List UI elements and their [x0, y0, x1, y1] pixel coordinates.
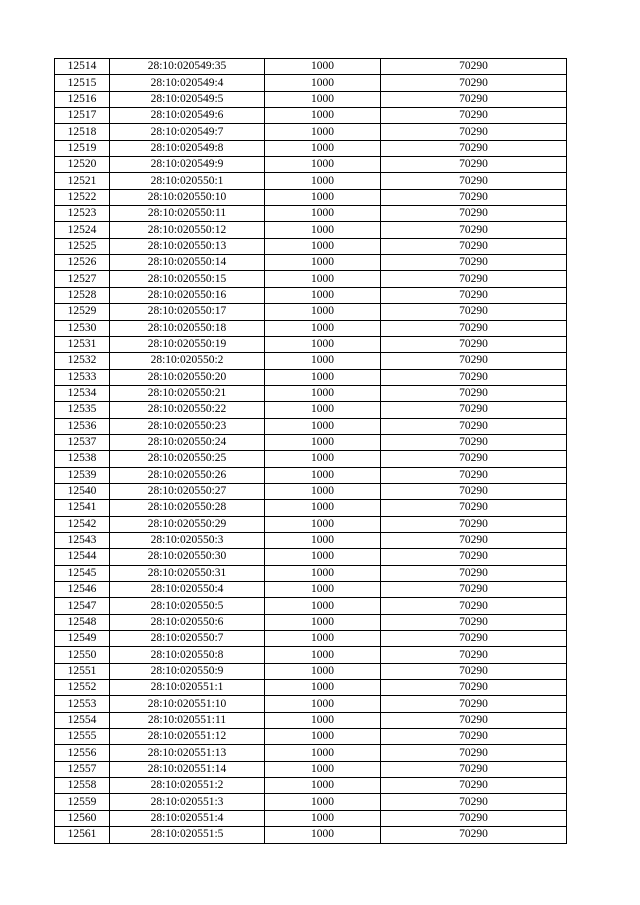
area-cell: 1000: [265, 712, 381, 728]
table-row: [55, 483, 567, 499]
area-cell: 1000: [265, 598, 381, 614]
row-number-cell: 12528: [55, 287, 110, 303]
table-row: [55, 124, 567, 140]
cadastral-number-cell: 28:10:020551:11: [110, 712, 265, 728]
value-cell: 70290: [381, 598, 567, 614]
area-cell: 1000: [265, 483, 381, 499]
row-number-cell: 12514: [55, 59, 110, 75]
row-number-cell: 12521: [55, 173, 110, 189]
value-cell: 70290: [381, 761, 567, 777]
area-cell: 1000: [265, 75, 381, 91]
table-row: [55, 418, 567, 434]
table-row: [55, 532, 567, 548]
cadastral-number-cell: 28:10:020550:8: [110, 647, 265, 663]
value-cell: 70290: [381, 434, 567, 450]
area-cell: 1000: [265, 206, 381, 222]
cadastral-number-cell: 28:10:020551:14: [110, 761, 265, 777]
value-cell: 70290: [381, 320, 567, 336]
row-number-cell: 12559: [55, 794, 110, 810]
value-cell: 70290: [381, 124, 567, 140]
table-row: [55, 745, 567, 761]
area-cell: 1000: [265, 647, 381, 663]
table-row: [55, 614, 567, 630]
table-row: [55, 434, 567, 450]
cadastral-number-cell: 28:10:020551:2: [110, 778, 265, 794]
value-cell: 70290: [381, 336, 567, 352]
value-cell: 70290: [381, 467, 567, 483]
row-number-cell: 12517: [55, 108, 110, 124]
table-row: [55, 287, 567, 303]
value-cell: 70290: [381, 729, 567, 745]
row-number-cell: 12545: [55, 565, 110, 581]
value-cell: 70290: [381, 402, 567, 418]
value-cell: 70290: [381, 614, 567, 630]
row-number-cell: 12548: [55, 614, 110, 630]
cadastral-number-cell: 28:10:020550:28: [110, 500, 265, 516]
table-row: [55, 238, 567, 254]
value-cell: 70290: [381, 680, 567, 696]
cadastral-number-cell: 28:10:020549:6: [110, 108, 265, 124]
area-cell: 1000: [265, 320, 381, 336]
table-row: [55, 467, 567, 483]
cadastral-number-cell: 28:10:020550:25: [110, 451, 265, 467]
area-cell: 1000: [265, 59, 381, 75]
area-cell: 1000: [265, 255, 381, 271]
row-number-cell: 12527: [55, 271, 110, 287]
cadastral-number-cell: 28:10:020550:10: [110, 189, 265, 205]
cadastral-number-cell: 28:10:020551:10: [110, 696, 265, 712]
cadastral-number-cell: 28:10:020550:19: [110, 336, 265, 352]
table-row: [55, 304, 567, 320]
value-cell: 70290: [381, 91, 567, 107]
cadastral-number-cell: 28:10:020550:1: [110, 173, 265, 189]
table-row: [55, 91, 567, 107]
cadastral-number-cell: 28:10:020550:7: [110, 631, 265, 647]
area-cell: 1000: [265, 140, 381, 156]
value-cell: 70290: [381, 271, 567, 287]
row-number-cell: 12561: [55, 827, 110, 843]
table-row: [55, 582, 567, 598]
table-row: [55, 631, 567, 647]
row-number-cell: 12537: [55, 434, 110, 450]
cadastral-number-cell: 28:10:020551:12: [110, 729, 265, 745]
table-row: [55, 516, 567, 532]
area-cell: 1000: [265, 157, 381, 173]
value-cell: 70290: [381, 287, 567, 303]
value-cell: 70290: [381, 582, 567, 598]
table-row: [55, 75, 567, 91]
table-row: [55, 59, 567, 75]
value-cell: 70290: [381, 745, 567, 761]
value-cell: 70290: [381, 549, 567, 565]
area-cell: 1000: [265, 353, 381, 369]
row-number-cell: 12553: [55, 696, 110, 712]
value-cell: 70290: [381, 516, 567, 532]
cadastral-number-cell: 28:10:020550:18: [110, 320, 265, 336]
row-number-cell: 12523: [55, 206, 110, 222]
area-cell: 1000: [265, 336, 381, 352]
row-number-cell: 12520: [55, 157, 110, 173]
cadastral-number-cell: 28:10:020550:29: [110, 516, 265, 532]
cadastral-number-cell: 28:10:020550:14: [110, 255, 265, 271]
table-row: [55, 565, 567, 581]
value-cell: 70290: [381, 631, 567, 647]
area-cell: 1000: [265, 91, 381, 107]
row-number-cell: 12541: [55, 500, 110, 516]
row-number-cell: 12543: [55, 532, 110, 548]
cadastral-number-cell: 28:10:020550:15: [110, 271, 265, 287]
table-row: [55, 761, 567, 777]
area-cell: 1000: [265, 385, 381, 401]
area-cell: 1000: [265, 108, 381, 124]
table-row: [55, 696, 567, 712]
row-number-cell: 12555: [55, 729, 110, 745]
value-cell: 70290: [381, 483, 567, 499]
table-row: [55, 222, 567, 238]
area-cell: 1000: [265, 304, 381, 320]
cadastral-number-cell: 28:10:020551:5: [110, 827, 265, 843]
value-cell: 70290: [381, 140, 567, 156]
area-cell: 1000: [265, 532, 381, 548]
row-number-cell: 12554: [55, 712, 110, 728]
row-number-cell: 12544: [55, 549, 110, 565]
area-cell: 1000: [265, 287, 381, 303]
cadastral-number-cell: 28:10:020549:35: [110, 59, 265, 75]
row-number-cell: 12529: [55, 304, 110, 320]
table-row: [55, 353, 567, 369]
area-cell: 1000: [265, 451, 381, 467]
value-cell: 70290: [381, 369, 567, 385]
cadastral-number-cell: 28:10:020550:13: [110, 238, 265, 254]
value-cell: 70290: [381, 663, 567, 679]
value-cell: 70290: [381, 353, 567, 369]
table-row: [55, 729, 567, 745]
row-number-cell: 12539: [55, 467, 110, 483]
row-number-cell: 12519: [55, 140, 110, 156]
row-number-cell: 12551: [55, 663, 110, 679]
row-number-cell: 12542: [55, 516, 110, 532]
row-number-cell: 12526: [55, 255, 110, 271]
value-cell: 70290: [381, 794, 567, 810]
table-row: [55, 255, 567, 271]
cadastral-number-cell: 28:10:020550:16: [110, 287, 265, 303]
cadastral-number-cell: 28:10:020550:12: [110, 222, 265, 238]
row-number-cell: 12560: [55, 810, 110, 826]
area-cell: 1000: [265, 222, 381, 238]
row-number-cell: 12536: [55, 418, 110, 434]
table-row: [55, 598, 567, 614]
value-cell: 70290: [381, 59, 567, 75]
area-cell: 1000: [265, 189, 381, 205]
value-cell: 70290: [381, 385, 567, 401]
area-cell: 1000: [265, 696, 381, 712]
table-row: [55, 157, 567, 173]
value-cell: 70290: [381, 173, 567, 189]
cadastral-number-cell: 28:10:020550:9: [110, 663, 265, 679]
table-row: [55, 647, 567, 663]
table-row: [55, 402, 567, 418]
area-cell: 1000: [265, 271, 381, 287]
area-cell: 1000: [265, 663, 381, 679]
cadastral-number-cell: 28:10:020549:4: [110, 75, 265, 91]
value-cell: 70290: [381, 500, 567, 516]
area-cell: 1000: [265, 369, 381, 385]
row-number-cell: 12533: [55, 369, 110, 385]
row-number-cell: 12549: [55, 631, 110, 647]
value-cell: 70290: [381, 451, 567, 467]
row-number-cell: 12538: [55, 451, 110, 467]
value-cell: 70290: [381, 532, 567, 548]
area-cell: 1000: [265, 827, 381, 843]
cadastral-number-cell: 28:10:020551:3: [110, 794, 265, 810]
cadastral-number-cell: 28:10:020550:27: [110, 483, 265, 499]
row-number-cell: 12535: [55, 402, 110, 418]
cadastral-number-cell: 28:10:020550:24: [110, 434, 265, 450]
value-cell: 70290: [381, 238, 567, 254]
value-cell: 70290: [381, 75, 567, 91]
table-row: [55, 810, 567, 826]
area-cell: 1000: [265, 631, 381, 647]
row-number-cell: 12532: [55, 353, 110, 369]
area-cell: 1000: [265, 810, 381, 826]
row-number-cell: 12546: [55, 582, 110, 598]
cadastral-number-cell: 28:10:020550:26: [110, 467, 265, 483]
row-number-cell: 12518: [55, 124, 110, 140]
area-cell: 1000: [265, 238, 381, 254]
area-cell: 1000: [265, 565, 381, 581]
table-row: [55, 549, 567, 565]
area-cell: 1000: [265, 418, 381, 434]
row-number-cell: 12530: [55, 320, 110, 336]
cadastral-number-cell: 28:10:020550:11: [110, 206, 265, 222]
area-cell: 1000: [265, 729, 381, 745]
cadastral-number-cell: 28:10:020549:8: [110, 140, 265, 156]
row-number-cell: 12534: [55, 385, 110, 401]
cadastral-number-cell: 28:10:020550:20: [110, 369, 265, 385]
table-row: [55, 189, 567, 205]
area-cell: 1000: [265, 434, 381, 450]
row-number-cell: 12550: [55, 647, 110, 663]
table-row: [55, 827, 567, 843]
area-cell: 1000: [265, 778, 381, 794]
row-number-cell: 12522: [55, 189, 110, 205]
row-number-cell: 12540: [55, 483, 110, 499]
value-cell: 70290: [381, 304, 567, 320]
row-number-cell: 12547: [55, 598, 110, 614]
cadastral-number-cell: 28:10:020550:31: [110, 565, 265, 581]
table-row: [55, 794, 567, 810]
table-row: [55, 778, 567, 794]
table-body: [55, 59, 567, 844]
cadastral-number-cell: 28:10:020550:5: [110, 598, 265, 614]
value-cell: 70290: [381, 647, 567, 663]
row-number-cell: 12552: [55, 680, 110, 696]
area-cell: 1000: [265, 680, 381, 696]
value-cell: 70290: [381, 222, 567, 238]
row-number-cell: 12556: [55, 745, 110, 761]
table-row: [55, 451, 567, 467]
row-number-cell: 12525: [55, 238, 110, 254]
value-cell: 70290: [381, 206, 567, 222]
value-cell: 70290: [381, 778, 567, 794]
value-cell: 70290: [381, 255, 567, 271]
cadastral-number-cell: 28:10:020550:21: [110, 385, 265, 401]
area-cell: 1000: [265, 173, 381, 189]
value-cell: 70290: [381, 827, 567, 843]
area-cell: 1000: [265, 516, 381, 532]
data-table: [54, 58, 567, 844]
cadastral-number-cell: 28:10:020551:4: [110, 810, 265, 826]
row-number-cell: 12558: [55, 778, 110, 794]
table-row: [55, 108, 567, 124]
value-cell: 70290: [381, 189, 567, 205]
table-row: [55, 206, 567, 222]
area-cell: 1000: [265, 582, 381, 598]
value-cell: 70290: [381, 565, 567, 581]
area-cell: 1000: [265, 549, 381, 565]
area-cell: 1000: [265, 467, 381, 483]
area-cell: 1000: [265, 745, 381, 761]
table-row: [55, 369, 567, 385]
cadastral-number-cell: 28:10:020550:2: [110, 353, 265, 369]
row-number-cell: 12531: [55, 336, 110, 352]
cadastral-number-cell: 28:10:020550:6: [110, 614, 265, 630]
value-cell: 70290: [381, 418, 567, 434]
cadastral-number-cell: 28:10:020550:30: [110, 549, 265, 565]
table-row: [55, 140, 567, 156]
area-cell: 1000: [265, 402, 381, 418]
cadastral-number-cell: 28:10:020550:23: [110, 418, 265, 434]
row-number-cell: 12515: [55, 75, 110, 91]
value-cell: 70290: [381, 157, 567, 173]
cadastral-number-cell: 28:10:020550:4: [110, 582, 265, 598]
table-row: [55, 336, 567, 352]
table-row: [55, 320, 567, 336]
cadastral-number-cell: 28:10:020549:7: [110, 124, 265, 140]
cadastral-number-cell: 28:10:020550:17: [110, 304, 265, 320]
cadastral-number-cell: 28:10:020550:3: [110, 532, 265, 548]
table-row: [55, 712, 567, 728]
table-row: [55, 385, 567, 401]
value-cell: 70290: [381, 696, 567, 712]
area-cell: 1000: [265, 500, 381, 516]
row-number-cell: 12524: [55, 222, 110, 238]
row-number-cell: 12516: [55, 91, 110, 107]
cadastral-number-cell: 28:10:020549:9: [110, 157, 265, 173]
row-number-cell: 12557: [55, 761, 110, 777]
table-row: [55, 271, 567, 287]
area-cell: 1000: [265, 614, 381, 630]
value-cell: 70290: [381, 810, 567, 826]
cadastral-number-cell: 28:10:020551:1: [110, 680, 265, 696]
table-row: [55, 173, 567, 189]
area-cell: 1000: [265, 794, 381, 810]
cadastral-number-cell: 28:10:020551:13: [110, 745, 265, 761]
value-cell: 70290: [381, 712, 567, 728]
table-row: [55, 680, 567, 696]
cadastral-number-cell: 28:10:020550:22: [110, 402, 265, 418]
cadastral-number-cell: 28:10:020549:5: [110, 91, 265, 107]
table-row: [55, 500, 567, 516]
area-cell: 1000: [265, 761, 381, 777]
area-cell: 1000: [265, 124, 381, 140]
value-cell: 70290: [381, 108, 567, 124]
table-row: [55, 663, 567, 679]
